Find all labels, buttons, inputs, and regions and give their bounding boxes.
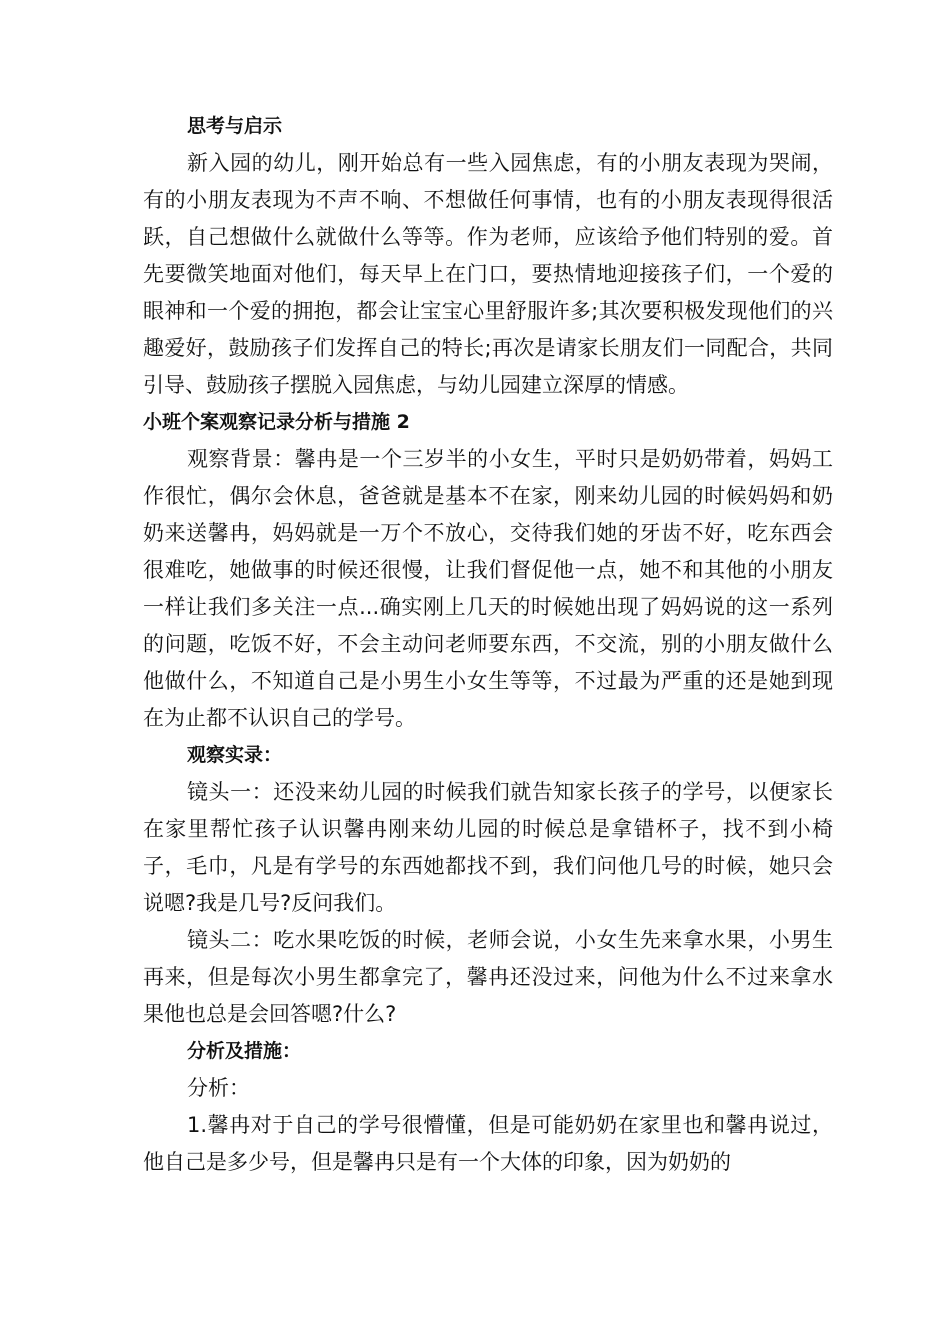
paragraph-background: 观察背景：馨冉是一个三岁半的小女生，平时只是奶奶带着，妈妈工作很忙，偶尔会休息，爸爸就是基本不在家，刚来幼儿园的时候妈妈和奶奶来送馨冉，妈妈就是一万个不放心，交待我们她的牙齿不好，吃东西会很难吃，她做事的时候还很慢，让我们督促他一点，她不和其他的小朋友一样让我们多关注一点...确实刚上几天的时候她出现了妈妈说的这一系列的问题，吃饭不好，不会主动问老师要东西，不交流，别的小朋友做什么他做什么，不知道自己是小男生小女生等等，不过最为严重的还是她到现在为止都不认识自己的学号。	[143, 447, 833, 730]
paragraph-scene-one: 镜头一：还没来幼儿园的时候我们就告知家长孩子的学号，以便家长在家里帮忙孩子认识馨冉刚来幼儿园的时候总是拿错杯子，找不到小椅子，毛巾，凡是有学号的东西她都找不到，我们问他几号的时候，她只会说嗯?我是几号?反问我们。	[143, 780, 833, 915]
document-page	[143, 108, 833, 1181]
paragraph-analysis-label: 分析：	[187, 1076, 250, 1100]
paragraph-analysis-point-1: 1.馨冉对于自己的学号很懵懂，但是可能奶奶在家里也和馨冉说过，他自己是多少号，但是馨冉只是有一个大体的印象，因为奶奶的	[143, 1113, 833, 1174]
section-heading-observation: 观察实录：	[187, 744, 283, 766]
section-heading-analysis: 分析及措施：	[187, 1040, 302, 1062]
paragraph-scene-two: 镜头二：吃水果吃饭的时候，老师会说，小女生先来拿水果，小男生再来，但是每次小男生都拿完了，馨冉还没过来，问他为什么不过来拿水果他也总是会回答嗯?什么?	[143, 928, 833, 1026]
section-heading-reflection: 思考与启示	[187, 115, 283, 137]
paragraph-reflection: 新入园的幼儿，刚开始总有一些入园焦虑，有的小朋友表现为哭闹，有的小朋友表现为不声不响、不想做任何事情，也有的小朋友表现得很活跃，自己想做什么就做什么等等。作为老师，应该给予他们特别的爱。首先要微笑地面对他们，每天早上在门口，要热情地迎接孩子们，一个爱的眼神和一个爱的拥抱，都会让宝宝心里舒服许多;其次要积极发现他们的兴趣爱好，鼓励孩子们发挥自己的特长;再次是请家长朋友们一同配合，共同引导、鼓励孩子摆脱入园焦虑，与幼儿园建立深厚的情感。	[143, 151, 833, 397]
document-title-2: 小班个案观察记录分析与措施 2	[143, 411, 410, 433]
